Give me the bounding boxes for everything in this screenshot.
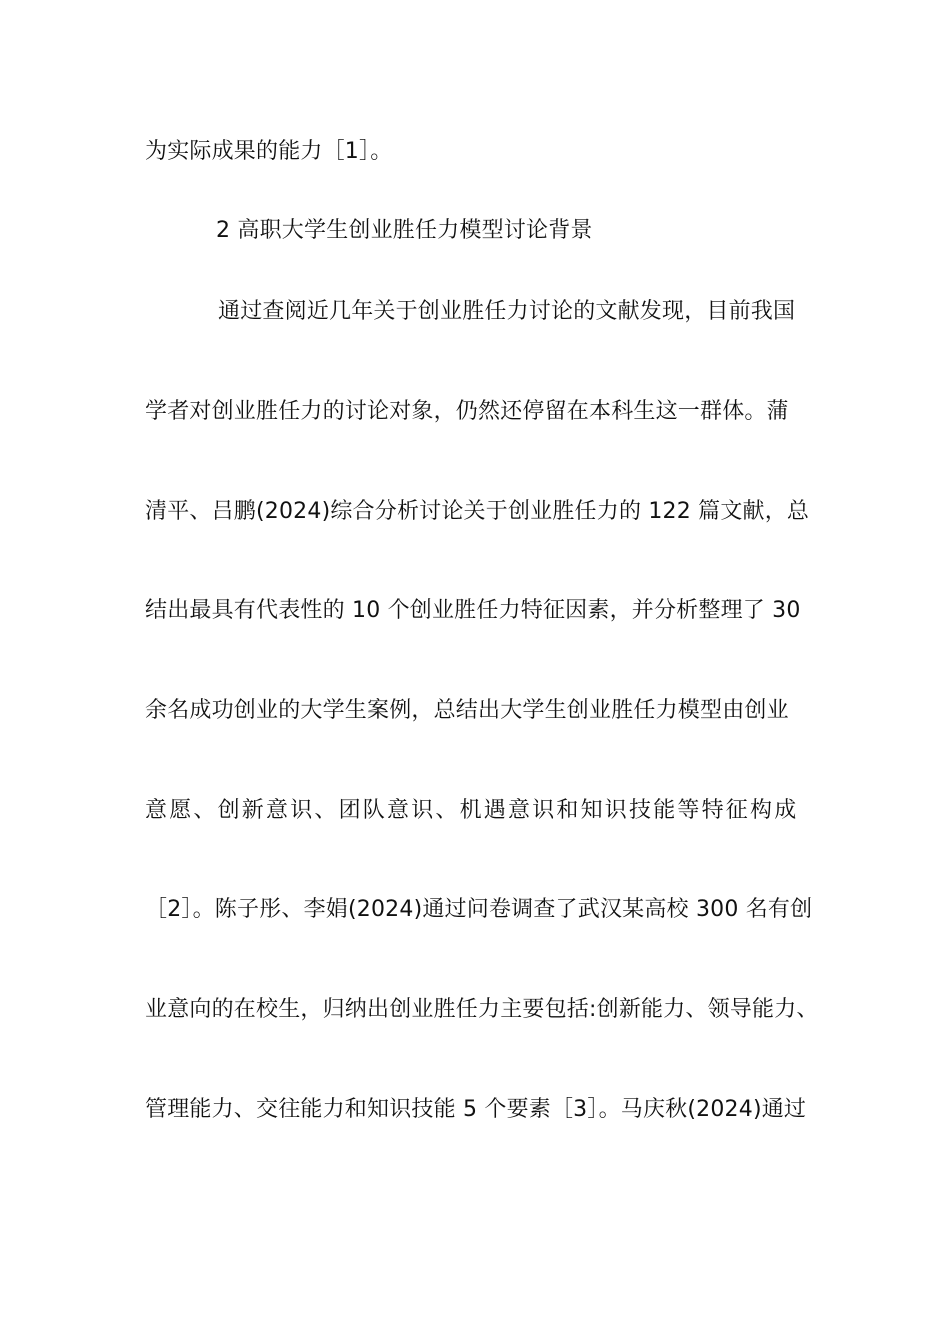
paragraph-line-8: ［2］。陈子彤、李娟(2024)通过问卷调查了武汉某高校 300 名有创 bbox=[145, 897, 813, 922]
section-heading: 2 高职大学生创业胜任力模型讨论背景 bbox=[216, 218, 593, 243]
paragraph-line-10: 管理能力、交往能力和知识技能 5 个要素［3］。马庆秋(2024)通过 bbox=[145, 1097, 807, 1122]
paragraph-line-1: 为实际成果的能力［1］。 bbox=[145, 139, 393, 164]
paragraph-line-7: 意愿、创新意识、团队意识、机遇意识和知识技能等特征构成 bbox=[145, 798, 799, 823]
paragraph-line-3: 学者对创业胜任力的讨论对象，仍然还停留在本科生这一群体。蒲 bbox=[145, 399, 789, 424]
paragraph-line-4: 清平、吕鹏(2024)综合分析讨论关于创业胜任力的 122 篇文献，总 bbox=[145, 499, 810, 524]
paragraph-line-2: 通过查阅近几年关于创业胜任力讨论的文献发现，目前我国 bbox=[218, 299, 796, 324]
paragraph-line-6: 余名成功创业的大学生案例，总结出大学生创业胜任力模型由创业 bbox=[145, 698, 789, 723]
paragraph-line-9: 业意向的在校生，归纳出创业胜任力主要包括:创新能力、领导能力、 bbox=[145, 997, 819, 1022]
paragraph-line-5: 结出最具有代表性的 10 个创业胜任力特征因素，并分析整理了 30 bbox=[145, 598, 801, 623]
